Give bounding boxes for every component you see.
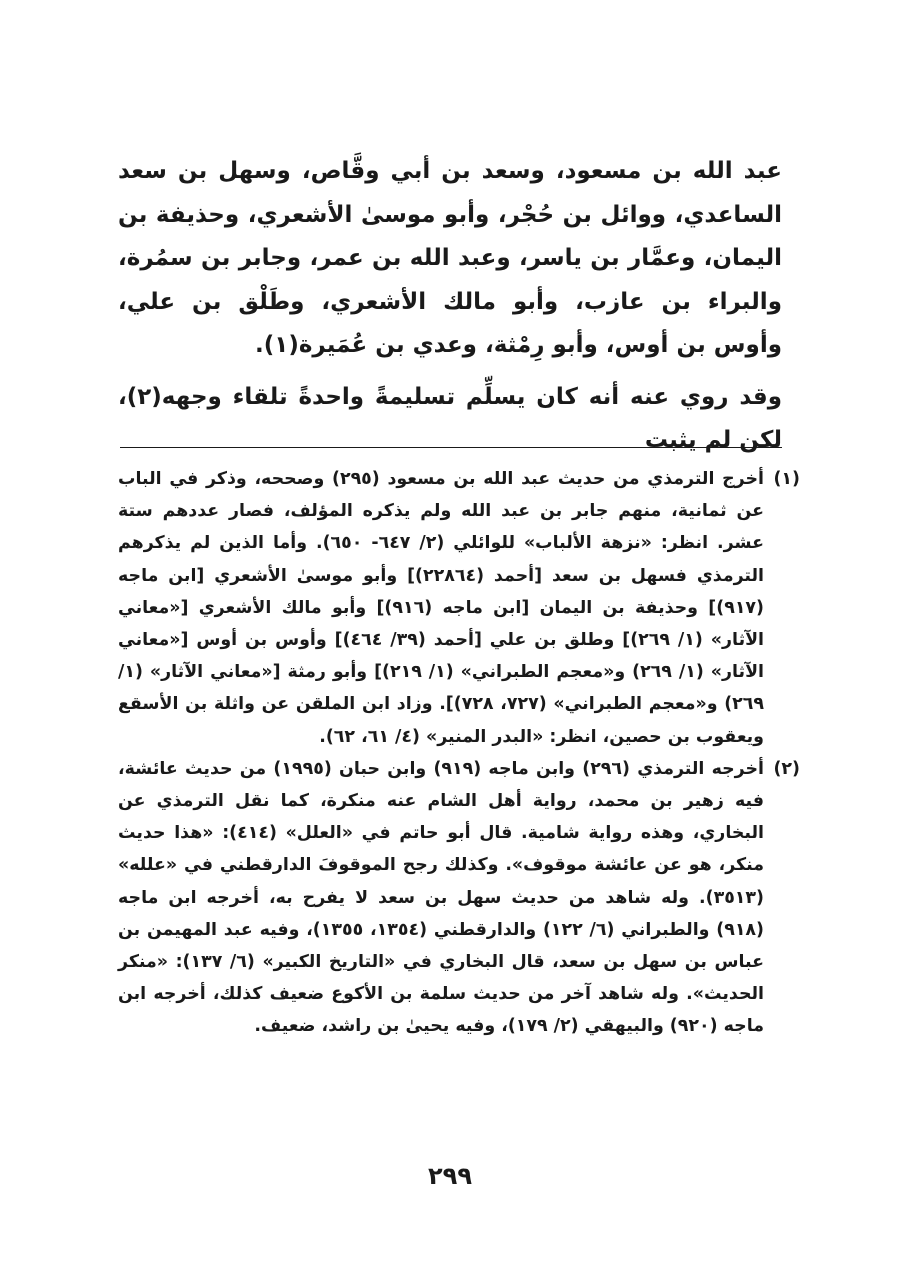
- footnote-text: أخرج الترمذي من حديث عبد الله بن مسعود (٢٩٥) وصححه، وذكر في الباب عن ثمانية، منهم جابر بن عبد الله ولم يذكره المؤلف، فصار عددهم ستة عشر. انظر: «نزهة الألباب» للوائلي (٢/ ٦٤٧- ٦٥٠). وأما الذين لم يذكرهم الترمذي فسهل بن سعد [أحمد (٢٢٨٦٤)] وأبو موسىٰ الأشعري [ابن ماجه (٩١٧)] وحذيفة بن اليمان [ابن ماجه (٩١٦)] وأبو مالك الأشعري [«معاني الآثار» (١/ ٢٦٩)] وطلق بن علي [أحمد (٣٩/ ٤٦٤)] وأوس بن أوس [«معاني الآثار» (١/ ٢٦٩) و«معجم الطبراني» (١/ ٢١٩)] وأبو رمثة [«معاني الآثار» (١/ ٢٦٩) و«معجم الطبراني» (٧٢٧، ٧٢٨)]. وزاد ابن الملقن عن واثلة بن الأسقع ويعقوب بن حصين، انظر: «البدر المنير» (٤/ ٦١، ٦٢).: [118, 469, 765, 747]
- footnote-number: (١): [773, 469, 800, 489]
- footnote-1: [118, 463, 800, 753]
- main-paragraph-2: وقد روي عنه أنه كان يسلِّم تسليمةً واحدةً تلقاء وجهه(٢)، لكن لم يثبت: [118, 383, 782, 453]
- main-text: [118, 150, 782, 463]
- footnotes: [118, 463, 800, 1043]
- footnote-2: [118, 753, 800, 1043]
- footnote-text: أخرجه الترمذي (٢٩٦) وابن ماجه (٩١٩) وابن حبان (١٩٩٥) من حديث عائشة، فيه زهير بن محمد، رواية أهل الشام عنه منكرة، كما نقل الترمذي عن البخاري، وهذه رواية شامية. قال أبو حاتم في «العلل» (٤١٤): «هذا حديث منكر، هو عن عائشة موقوف». وكذلك رجح الموقوفَ الدارقطني في «علله» (٣٥١٣). وله شاهد من حديث سهل بن سعد لا يفرح به، أخرجه ابن ماجه (٩١٨) والطبراني (٦/ ١٢٢) والدارقطني (١٣٥٤، ١٣٥٥)، وفيه عبد المهيمن بن عباس بن سهل بن سعد، قال البخاري في «التاريخ الكبير» (٦/ ١٣٧): «منكر الحديث». وله شاهد آخر من حديث سلمة بن الأكوع ضعيف كذلك، أخرجه ابن ماجه (٩٢٠) والبيهقي (٢/ ١٧٩)، وفيه يحيىٰ بن راشد، ضعيف.: [118, 758, 764, 1037]
- main-paragraph-1: عبد الله بن مسعود، وسعد بن أبي وقَّاص، وسهل بن سعد الساعدي، ووائل بن حُجْر، وأبو موسىٰ الأشعري، وحذيفة بن اليمان، وعمَّار بن ياسر، وعبد الله بن عمر، وجابر بن سمُرة، والبراء بن عازب، وأبو مالك الأشعري، وطَلْق بن علي، وأوس بن أوس، وأبو رِمْثة، وعدي بن عُمَيرة(١).: [118, 158, 782, 358]
- footnote-divider: [120, 447, 782, 448]
- footnote-number: (٢): [773, 758, 800, 779]
- page-number: ٢٩٩: [428, 1162, 472, 1190]
